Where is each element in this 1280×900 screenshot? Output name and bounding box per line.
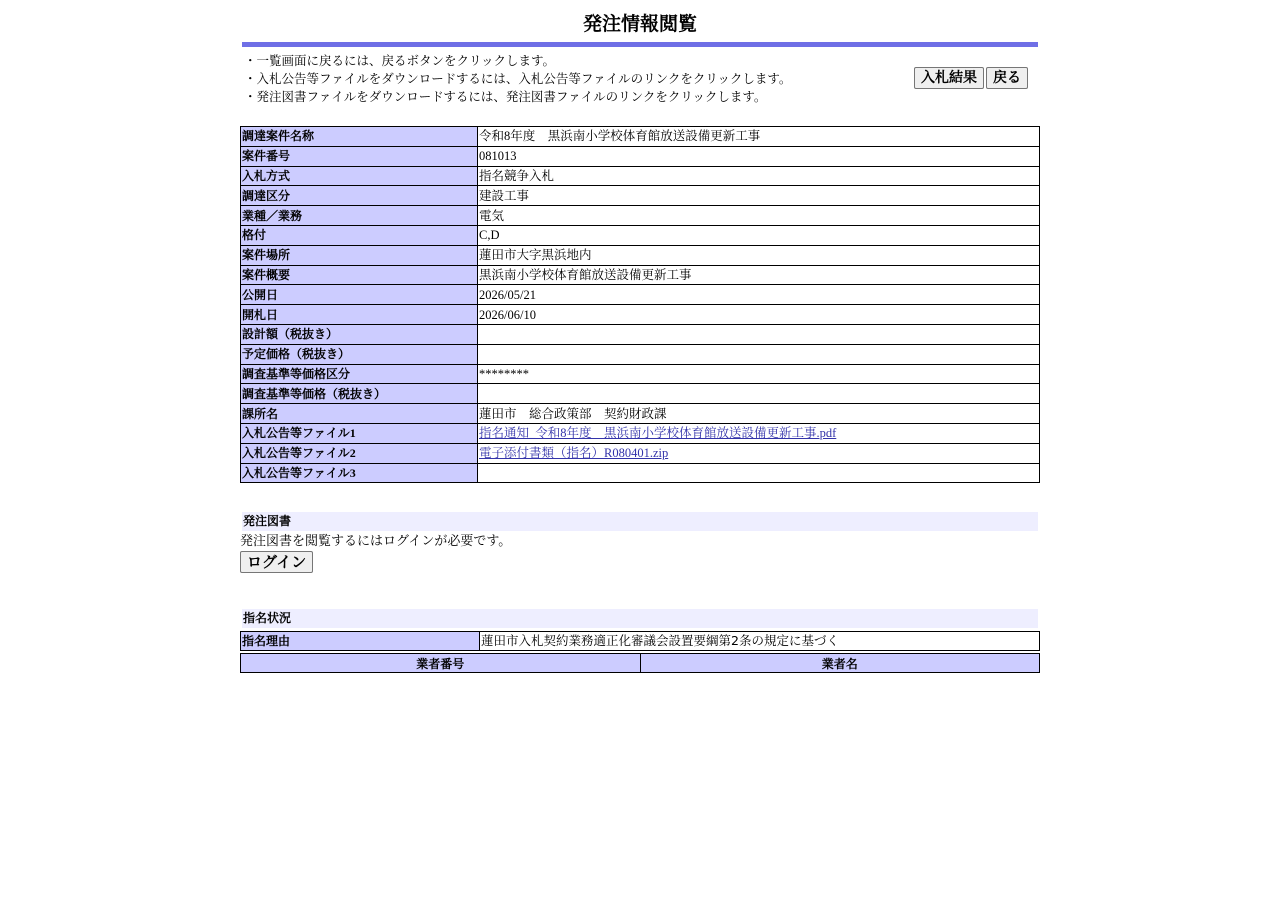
bid-results-button[interactable]: 入札結果 [914,67,984,89]
row-value [478,324,1040,344]
row-value: 令和8年度 黒浜南小学校体育館放送設備更新工事 [478,127,1040,147]
row-value: 黒浜南小学校体育館放送設備更新工事 [478,265,1040,285]
bid-notice-file-1-link[interactable]: 指名通知_令和8年度 黒浜南小学校体育館放送設備更新工事.pdf [479,426,837,441]
table-row [241,423,1040,443]
row-label: 入札公告等ファイル3 [241,463,478,483]
login-button-wrap [240,551,313,573]
row-label: 入札公告等ファイル1 [241,423,478,443]
table-row [241,146,1040,166]
row-label: 調査基準等価格区分 [241,364,478,384]
row-value [478,423,1040,443]
designation-section-heading: 指名状況 [242,609,1038,628]
row-value [478,384,1040,404]
table-row [241,166,1040,186]
column-header-vendor-number: 業者番号 [241,654,641,673]
table-row [241,206,1040,226]
row-label: 格付 [241,225,478,245]
row-label: 公開日 [241,285,478,305]
instruction-line: ・発注図書ファイルをダウンロードするには、発注図書ファイルのリンクをクリックします。 [244,89,767,104]
row-value: 蓮田市大字黒浜地内 [478,245,1040,265]
table-row [241,186,1040,206]
row-value: 081013 [478,146,1040,166]
table-row [241,463,1040,483]
row-value [478,443,1040,463]
table-header-row [241,654,1040,673]
login-required-message: 発注図書を閲覧するにはログインが必要です。 [240,534,512,549]
designation-reason-table [240,631,1040,651]
row-value: ******** [478,364,1040,384]
table-row [241,305,1040,325]
table-row [241,245,1040,265]
instruction-line: ・入札公告等ファイルをダウンロードするには、入札公告等ファイルのリンクをクリックします。 [244,71,792,86]
table-row [241,344,1040,364]
row-value: 2026/06/10 [478,305,1040,325]
reason-label: 指名理由 [241,632,480,651]
case-details-table [240,126,1040,483]
row-value: 建設工事 [478,186,1040,206]
drawings-section-heading: 発注図書 [242,512,1038,531]
login-button[interactable]: ログイン [240,551,313,573]
row-value: 電気 [478,206,1040,226]
row-value: 指名競争入札 [478,166,1040,186]
table-row [241,265,1040,285]
reason-value: 蓮田市入札契約業務適正化審議会設置要綱第2条の規定に基づく [480,632,1040,651]
table-row [241,443,1040,463]
row-value: 2026/05/21 [478,285,1040,305]
table-row [241,364,1040,384]
row-label: 調達案件名称 [241,127,478,147]
instructions [244,52,884,106]
back-button[interactable]: 戻る [986,67,1028,89]
table-row [241,225,1040,245]
row-label: 案件場所 [241,245,478,265]
instruction-line: ・一覧画面に戻るには、戻るボタンをクリックします。 [244,53,556,68]
row-label: 案件番号 [241,146,478,166]
table-row [241,632,1040,651]
table-row [241,404,1040,424]
table-row [241,285,1040,305]
row-label: 予定価格（税抜き） [241,344,478,364]
table-row [241,324,1040,344]
row-label: 入札公告等ファイル2 [241,443,478,463]
column-header-vendor-name: 業者名 [640,654,1040,673]
row-label: 開札日 [241,305,478,325]
row-label: 課所名 [241,404,478,424]
row-value: C,D [478,225,1040,245]
row-value: 蓮田市 総合政策部 契約財政課 [478,404,1040,424]
bid-notice-file-2-link[interactable]: 電子添付書類（指名）R080401.zip [479,446,669,461]
row-label: 案件概要 [241,265,478,285]
row-label: 設計額（税抜き） [241,324,478,344]
row-label: 調査基準等価格（税抜き） [241,384,478,404]
row-label: 業種／業務 [241,206,478,226]
page-title: 発注情報閲覧 [582,13,697,35]
table-row [241,127,1040,147]
row-value [478,463,1040,483]
table-row [241,384,1040,404]
row-value [478,344,1040,364]
vendor-table [240,653,1040,673]
top-button-group [912,67,1028,89]
row-label: 調達区分 [241,186,478,206]
row-label: 入札方式 [241,166,478,186]
title-divider [242,42,1038,47]
